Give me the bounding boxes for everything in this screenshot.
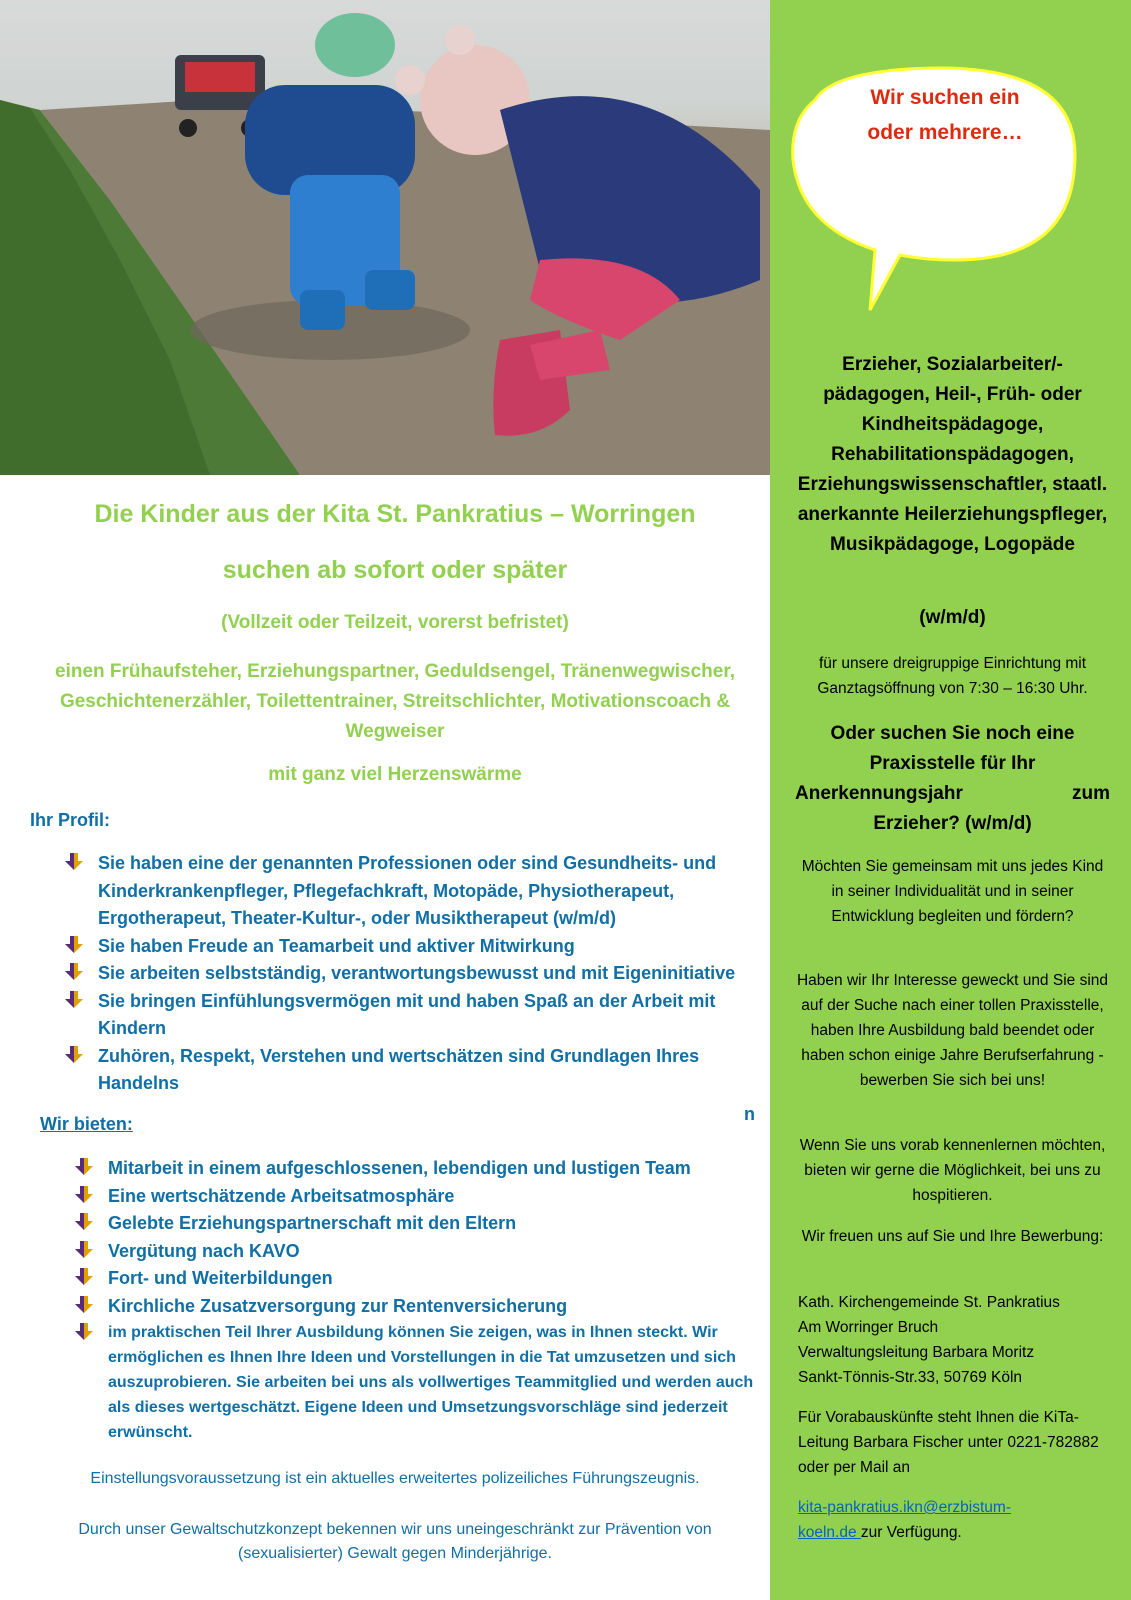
list-item: Fort- und Weiterbildungen [74,1265,754,1293]
arrow-down-icon [64,852,84,872]
profile-list [64,850,754,1098]
hero-photo [0,0,770,475]
job-titles: Erzieher, Sozialarbeiter/-pädagogen, Heil-, Früh- oder Kindheitspädagoge, Rehabilitationspädagogen, Erziehungswissenschaftler, staatl. anerkannte Heilerziehungspfleger, Musikpädagoge, Logopäde [797,354,1108,555]
roles-line: Geschichtenerzähler, Toilettentrainer, Streitschlichter, Motivationscoach & [59,691,731,712]
list-item: Eine wertschätzende Arbeitsatmosphäre [74,1183,754,1211]
roles-line: Wegweiser [345,721,445,742]
arrow-down-icon [74,1267,94,1287]
arrow-down-icon [74,1157,94,1177]
list-item: Zuhören, Respekt, Verstehen und wertschätzen sind Grundlagen Ihres Handelns [64,1043,754,1098]
profile-title: Ihr Profil: [30,810,110,830]
headline: Die Kinder aus der Kita St. Pankratius – Worringen [94,500,696,528]
offer-title: Wir bieten: [40,1114,133,1134]
employment-type: (Vollzeit oder Teilzeit, vorerst befristet) [221,612,569,633]
address-block: Kath. Kirchengemeinde St. Pankratius Am Worringer Bruch Verwaltungsleitung Barbara Moritz Sankt-Tönnis-Str.33, 50769 Köln [798,1294,1060,1386]
roles-line: einen Frühaufsteher, Erziehungspartner, Geduldsengel, Tränenwegwischer, [55,661,735,682]
email-link[interactable]: kita-pankratius.ikn@erzbistum- koeln.de [798,1499,1011,1541]
gender-note: (w/m/d) [919,607,986,628]
warmth-line: mit ganz viel Herzenswärme [268,764,522,785]
list-item: Gelebte Erziehungspartnerschaft mit den Eltern [74,1210,754,1238]
list-item: Sie arbeiten selbstständig, verantwortungsbewusst und mit Eigeninitiative [64,960,754,988]
arrow-down-icon [64,935,84,955]
list-item: Vergütung nach KAVO [74,1238,754,1266]
requirement-note: Einstellungsvoraussetzung ist ein aktuelles erweitertes polizeiliches Führungszeugnis. [90,1470,700,1487]
arrow-down-icon [74,1240,94,1260]
protection-note: Durch unser Gewaltschutzkonzept bekennen wir uns uneingeschränkt zur Prävention von (sexualisierter) Gewalt gegen Minderjährige. [78,1521,712,1562]
facility-info: für unsere dreigruppige Einrichtung mit Ganztagsöffnung von 7:30 – 16:30 Uhr. [817,655,1088,697]
list-item: Sie haben eine der genannten Professionen oder sind Gesundheits- und Kinderkrankenpfleger, Pflegefachkraft, Motopäde, Physiotherapeut, Ergotherapeut, Theater-Kultur-, oder Musiktherapeut (w/m/d) [64,850,754,933]
list-item: im praktischen Teil Ihrer Ausbildung können Sie zeigen, was in Ihnen steckt. Wir ermöglichen es Ihnen Ihre Ideen und Vorstellungen in die Tat umzusetzen und sich auszuprobieren. Sie arbeiten bei uns als vollwertiges Teammitglied und werden auch als dieses wertgeschätzt. Eigene Ideen und Umsetzungsvorschläge sind jederzeit erwünscht. [74,1320,754,1445]
contact-info: Für Vorabauskünfte steht Ihnen die KiTa-Leitung Barbara Fischer unter 0221-782882 oder per Mail an [798,1409,1099,1476]
list-item: Mitarbeit in einem aufgeschlossenen, lebendigen und lustigen Team [74,1155,754,1183]
subheadline: suchen ab sofort oder später [222,556,568,584]
arrow-down-icon [64,1045,84,1065]
arrow-down-icon [64,990,84,1010]
looking-forward-text: Wir freuen uns auf Sie und Ihre Bewerbung: [801,1228,1104,1245]
arrow-down-icon [74,1295,94,1315]
list-item: Sie bringen Einfühlungsvermögen mit und haben Spaß an der Arbeit mit Kindern [64,988,754,1043]
list-item: Kirchliche Zusatzversorgung zur Rentenversicherung [74,1293,754,1321]
stray-character: n [744,1104,755,1124]
arrow-down-icon [74,1212,94,1232]
together-text: Möchten Sie gemeinsam mit uns jedes Kind in seiner Individualität und in seiner Entwicklung begleiten und fördern? [801,858,1104,925]
visit-text: Wenn Sie uns vorab kennenlernen möchten, bieten wir gerne die Möglichkeit, bei uns zu hospitieren. [799,1137,1106,1204]
arrow-down-icon [74,1185,94,1205]
roles-description [20,657,770,747]
interest-text: Haben wir Ihr Interesse geweckt und Sie sind auf der Suche nach einer tollen Praxisstelle, haben Ihre Ausbildung bald beendet oder haben schon einige Jahre Berufserfahrung - bewerben Sie sich bei uns! [796,972,1109,1089]
green-sidebar [770,0,1131,1600]
internship-question: Oder suchen Sie noch eine Praxisstelle für Ihr Anerkennungsjahr zum Erzieher? (w/m/d) [795,723,1110,834]
bubble-text: Wir suchen ein oder mehrere… [867,86,1023,144]
arrow-down-icon [64,962,84,982]
email-block: kita-pankratius.ikn@erzbistum- koeln.de zur Verfügung. [798,1499,1011,1541]
arrow-down-icon [74,1322,94,1342]
offer-list [74,1155,754,1445]
list-item: Sie haben Freude an Teamarbeit und aktiver Mitwirkung [64,933,754,961]
